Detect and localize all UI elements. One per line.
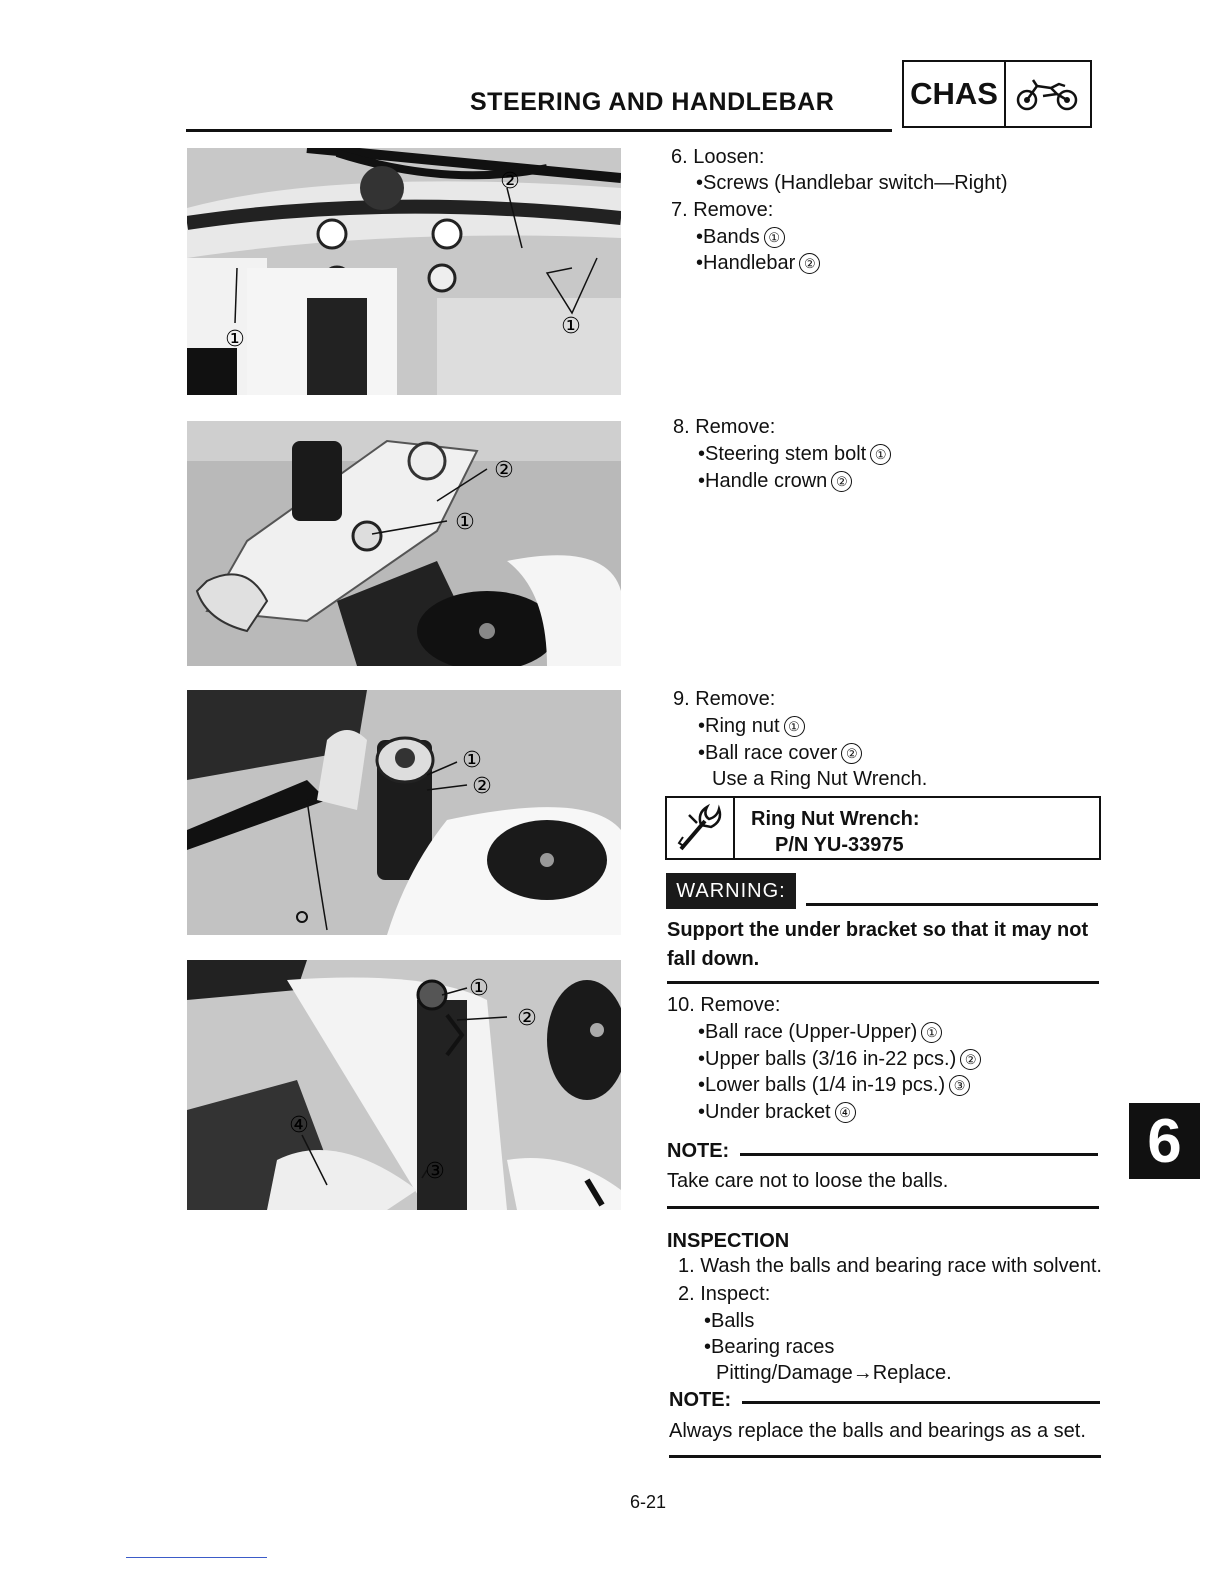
callout-4: ④ [289, 1113, 309, 1138]
callout-1: ① [561, 314, 581, 339]
step-10-item [698, 1046, 981, 1072]
footer-link-line [126, 1557, 267, 1558]
warning-end-rule [667, 981, 1099, 984]
ref-number: ① [784, 716, 805, 737]
step-8-item [698, 468, 852, 494]
step-7-label: 7. Remove: [671, 199, 774, 221]
step-9-label: 9. Remove: [673, 688, 776, 710]
section-label: CHAS [904, 62, 1006, 126]
callout-1: ① [469, 976, 489, 1001]
photo-handlebar-bands [187, 148, 621, 395]
inspection-step-1: 1. Wash the balls and bearing race with solvent. [678, 1255, 1102, 1277]
step-9-item [698, 740, 862, 766]
step-10-item [698, 1099, 856, 1125]
photo-under-bracket [187, 960, 621, 1210]
item-text: •Lower balls (1/4 in-19 pcs.) [698, 1074, 946, 1096]
step-8-label: 8. Remove: [673, 416, 776, 438]
ref-number: ④ [835, 1102, 856, 1123]
wrench-icon [667, 798, 735, 858]
item-text: •Ball race (Upper-Upper) [698, 1021, 918, 1043]
callout-2: ② [517, 1006, 537, 1031]
motorcycle-icon [1006, 62, 1090, 126]
item-text: •Under bracket [698, 1101, 831, 1123]
inspection-item: •Bearing races [704, 1336, 835, 1358]
ref-number: ① [870, 444, 891, 465]
step-6-label: 6. Loosen: [671, 146, 765, 168]
note-text: Take care not to loose the balls. [667, 1170, 949, 1192]
step-10-label: 10. Remove: [667, 994, 781, 1016]
page-number: 6-21 [630, 1492, 667, 1512]
item-text: •Handlebar [696, 252, 796, 274]
ref-number: ② [799, 253, 820, 274]
step-7-item [696, 250, 820, 276]
warning-rule [806, 903, 1098, 906]
note-end-rule [669, 1455, 1101, 1458]
callout-2: ② [472, 774, 492, 799]
step-8-item [698, 441, 891, 467]
callout-3: ③ [425, 1159, 445, 1184]
chapter-tab: 6 [1129, 1103, 1200, 1179]
item-text: •Handle crown [698, 470, 828, 492]
step-9-item [698, 713, 805, 739]
step-10-item [698, 1019, 942, 1045]
ref-number: ③ [949, 1075, 970, 1096]
callout-1: ① [225, 327, 245, 352]
step-6-item: •Screws (Handlebar switch—Right) [696, 172, 1008, 194]
note-end-rule [667, 1206, 1099, 1209]
photo-handle-crown [187, 421, 621, 666]
ref-number: ② [831, 471, 852, 492]
inspection-step-2: 2. Inspect: [678, 1283, 771, 1305]
item-text: •Ball race cover [698, 742, 838, 764]
item-text: •Upper balls (3/16 in-22 pcs.) [698, 1048, 957, 1070]
section-badge [902, 60, 1092, 128]
inspection-item: •Balls [704, 1310, 755, 1332]
warning-text: Support the under bracket so that it may not fall down. [667, 919, 1089, 970]
callout-2: ② [494, 458, 514, 483]
item-text: •Bands [696, 226, 760, 248]
tool-part-number: P/N YU-33975 [775, 834, 904, 856]
tool-name: Ring Nut Wrench: [751, 808, 920, 830]
special-tool-box [665, 796, 1101, 860]
step-10-item [698, 1072, 970, 1098]
ref-number: ① [921, 1022, 942, 1043]
callout-1: ① [462, 748, 482, 773]
item-text: •Steering stem bolt [698, 443, 867, 465]
note-rule [742, 1401, 1100, 1404]
header-rule [186, 129, 892, 132]
page-title: STEERING AND HANDLEBAR [470, 88, 835, 116]
inspection-result: Pitting/Damage→Replace. [716, 1362, 952, 1384]
ref-number: ② [841, 743, 862, 764]
photo-ring-nut [187, 690, 621, 935]
item-text: •Ring nut [698, 715, 780, 737]
note-label: NOTE: [667, 1140, 730, 1162]
inspection-title: INSPECTION [667, 1230, 790, 1252]
step-9-note: Use a Ring Nut Wrench. [712, 768, 928, 790]
ref-number: ② [960, 1049, 981, 1070]
note-text: Always replace the balls and bearings as a set. [669, 1420, 1086, 1442]
note-rule [740, 1153, 1098, 1156]
note-label: NOTE: [669, 1389, 732, 1411]
step-7-item [696, 224, 785, 250]
ref-number: ① [764, 227, 785, 248]
warning-badge: WARNING: [666, 873, 796, 909]
callout-2: ② [500, 169, 520, 194]
callout-1: ① [455, 510, 475, 535]
